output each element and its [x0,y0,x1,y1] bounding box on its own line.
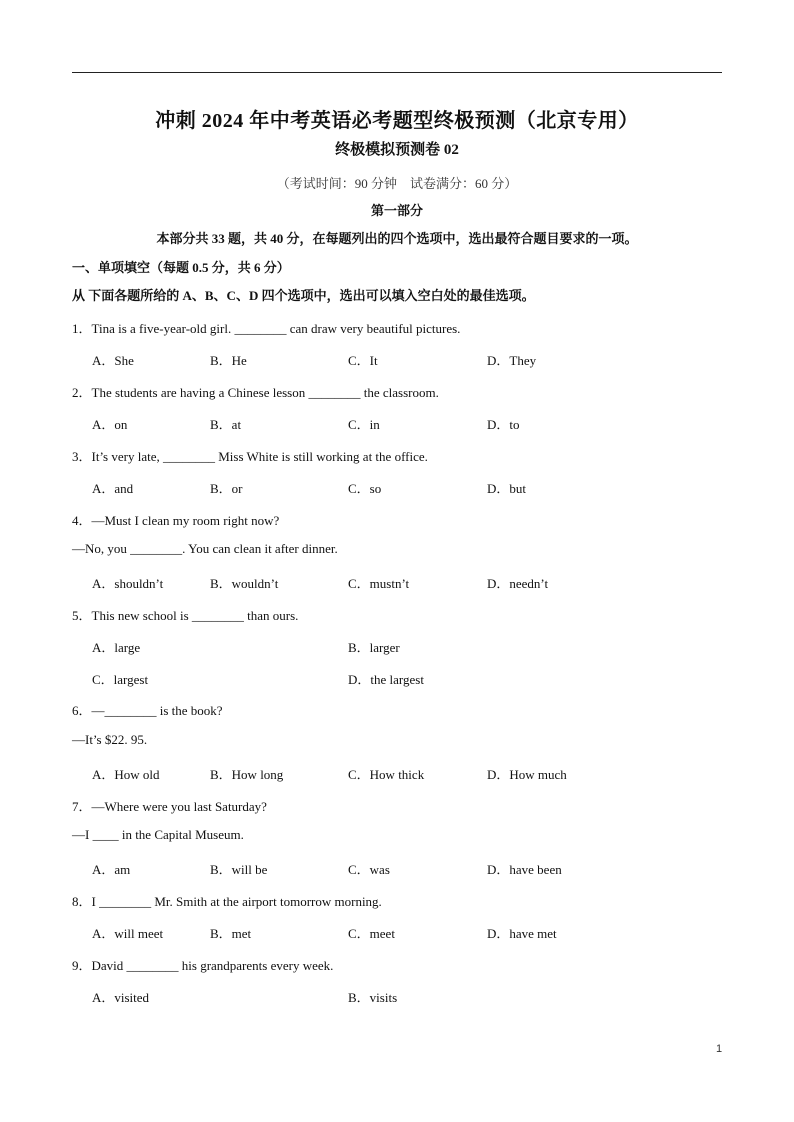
option-a[interactable]: A．am [92,862,131,877]
option-c[interactable]: C．was [348,862,390,877]
option-b[interactable]: B．wouldn’t [210,576,279,591]
section-heading: 一、单项填空（每题 0.5 分，共 6 分） [72,260,290,275]
question-stem: 8．I ________ Mr. Smith at the airport tomorrow morning. [72,894,382,909]
option-a[interactable]: A．She [92,353,134,368]
question-stem: 6．—________ is the book? [72,703,223,718]
option-b[interactable]: B．met [210,926,252,941]
option-d[interactable]: D．have been [487,862,562,877]
header-rule [72,72,722,73]
option-b[interactable]: B．will be [210,862,268,877]
option-b[interactable]: B．larger [348,640,400,655]
option-d[interactable]: D．needn’t [487,576,549,591]
question-stem: 7．—Where were you last Saturday? [72,799,267,814]
option-c[interactable]: C．mustn’t [348,576,410,591]
option-b[interactable]: B．or [210,481,243,496]
question-stem: 4．—Must I clean my room right now? [72,513,280,528]
option-d[interactable]: D．to [487,417,520,432]
option-c[interactable]: C．How thick [348,767,425,782]
question-reply: —No, you ________. You can clean it after dinner. [72,541,338,556]
option-a[interactable]: A．How old [92,767,160,782]
question-reply: —It’s $22. 95. [72,732,148,747]
option-c[interactable]: C．meet [348,926,395,941]
question-reply: —I ____ in the Capital Museum. [72,827,244,842]
option-d[interactable]: D．have met [487,926,557,941]
page-title: 冲刺 2024 年中考英语必考题型终极预测（北京专用） [155,110,639,132]
option-c[interactable]: C．largest [92,672,149,687]
exam-info: （考试时间：90 分钟 试卷满分：60 分） [276,176,518,191]
question-stem: 1．Tina is a five-year-old girl. ________ can draw very beautiful pictures. [72,321,461,336]
option-c[interactable]: C．so [348,481,382,496]
section-instruction: 从 下面各题所给的 A、B、C、D 四个选项中，选出可以填入空白处的最佳选项。 [72,288,535,303]
option-c[interactable]: C．in [348,417,380,432]
option-d[interactable]: D．the largest [348,672,424,687]
option-c[interactable]: C．It [348,353,378,368]
option-d[interactable]: D．but [487,481,527,496]
option-b[interactable]: B．He [210,353,247,368]
option-a[interactable]: A．will meet [92,926,164,941]
option-b[interactable]: B．at [210,417,242,432]
option-d[interactable]: D．They [487,353,537,368]
option-a[interactable]: A．and [92,481,134,496]
question-stem: 5．This new school is ________ than ours. [72,608,299,623]
option-a[interactable]: A．large [92,640,141,655]
part-heading: 第一部分 [370,203,423,218]
option-a[interactable]: A．shouldn’t [92,576,164,591]
page-number: 1 [716,1043,723,1055]
question-stem: 9．David ________ his grandparents every week. [72,958,334,973]
question-stem: 3．It’s very late, ________ Miss White is still working at the office. [72,449,428,464]
option-d[interactable]: D．How much [487,767,567,782]
question-stem: 2．The students are having a Chinese lesson ________ the classroom. [72,385,439,400]
option-b[interactable]: B．visits [348,990,398,1005]
page-subtitle: 终极模拟预测卷 02 [335,142,459,158]
option-a[interactable]: A．on [92,417,128,432]
option-a[interactable]: A．visited [92,990,150,1005]
part-description: 本部分共 33 题，共 40 分，在每题列出的四个选项中，选出最符合题目要求的一项。 [156,231,638,246]
option-b[interactable]: B．How long [210,767,284,782]
